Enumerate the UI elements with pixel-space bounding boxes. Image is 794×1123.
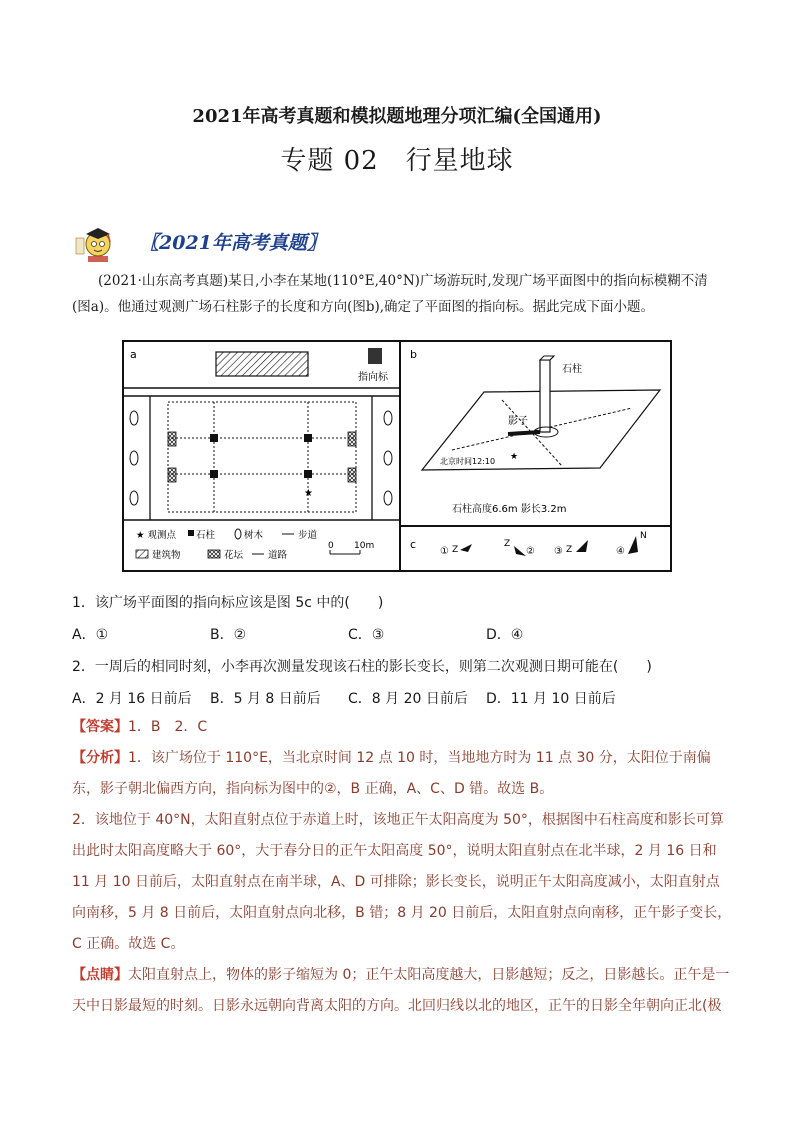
svg-text:石柱高度6.6m 影长3.2m: 石柱高度6.6m 影长3.2m (452, 504, 567, 515)
svg-text:石柱: 石柱 (196, 530, 216, 541)
svg-text:④: ④ (616, 546, 625, 557)
question-1-stem: 1．该广场平面图的指向标应该是图 5c 中的( ) (72, 595, 384, 611)
option-d: D．④ (486, 627, 524, 643)
panel-c-label: c (410, 538, 417, 551)
svg-text:★ 观测点: ★ 观测点 (136, 530, 177, 541)
panel-a-label: a (130, 348, 137, 361)
analysis-paragraph-1: 【分析】1．该广场位于 110°E，当北京时间 12 点 10 时，当地地方时为 11 点 30 分，太阳位于南偏东，影子朝北偏西方向，指向标为图中的②，B 正确，A、C、D 错。故选 B。 (72, 750, 711, 797)
figure-panels (122, 340, 672, 572)
question-2-stem: 2．一周后的相同时刻，小李再次测量发现该石柱的影长变长，则第二次观测日期可能在( ) (72, 659, 652, 675)
option-b: B．② (210, 627, 247, 643)
question-1-options (72, 624, 732, 644)
answer-text: 1．B 2．C (128, 719, 208, 735)
point-tag: 【点睛】 (72, 967, 128, 983)
document-subtitle: 专题 02 行星地球 (280, 146, 514, 176)
option-c: C．8 月 20 日前后 (348, 691, 468, 707)
answer-line (72, 712, 732, 743)
building-block (216, 352, 308, 376)
svg-text:影子: 影子 (508, 416, 528, 427)
svg-text:北京时间12:10: 北京时间12:10 (440, 457, 496, 466)
option-a: A．① (72, 627, 109, 643)
document-title: 2021年高考真题和模拟题地理分项汇编(全国通用) (192, 106, 602, 127)
option-b: B．5 月 8 日前后 (210, 691, 321, 707)
svg-text:Z: Z (566, 545, 573, 555)
svg-text:★: ★ (304, 488, 313, 499)
svg-text:0: 0 (328, 541, 334, 551)
compass-placeholder (368, 348, 382, 364)
svg-text:步道: 步道 (298, 530, 318, 541)
answer-tag: 【答案】 (72, 719, 128, 735)
scholar-cartoon-icon (74, 224, 116, 264)
point-paragraph: 【点睛】太阳直射点上，物体的影子缩短为 0；正午太阳高度越大，日影越短；反之，日影越长。正午是一天中日影最短的时刻。日影永远朝向背离太阳的方向。北回归线以北的地区，正午的日影全年朝向正北(极 (72, 967, 730, 1014)
svg-text:Z: Z (452, 545, 459, 555)
svg-text:10m: 10m (354, 541, 375, 551)
panel-b-label: b (410, 348, 417, 361)
svg-text:★: ★ (510, 452, 519, 462)
option-d: D．11 月 10 日前后 (486, 691, 616, 707)
analysis-tag: 【分析】 (72, 750, 128, 766)
option-a: A．2 月 16 日前后 (72, 691, 192, 707)
question-2-options (72, 688, 732, 708)
svg-text:Z: Z (504, 539, 511, 549)
svg-text:①: ① (440, 546, 449, 557)
option-c: C．③ (348, 627, 385, 643)
svg-text:树木: 树木 (244, 530, 264, 541)
analysis-paragraph-2: 2．该地位于 40°N，太阳直射点位于赤道上时，该地正午太阳高度为 50°，根据图中石柱高度和影长可算出此时太阳高度略大于 60°，大于春分日的正午太阳高度 50°，说明太阳直射点在北半球，2 月 16 日和 11 月 10 日前后，太阳直射点在南半球，A、D 可排除；影长变长，说明正午太阳高度减小，太阳直射点向南移，5 月 8 日前后，太阳直射点向北移，B 错；8 月 20 日前后，太阳直射点向南移，正午影子变长，C 正确。故选 C。 (72, 812, 732, 952)
svg-text:②: ② (526, 546, 535, 557)
compass-label: 指向标 (358, 372, 388, 383)
section-heading: 〖2021年高考真题〗 (140, 232, 326, 254)
svg-text:N: N (640, 531, 647, 541)
svg-text:花坛: 花坛 (224, 550, 244, 561)
svg-text:③: ③ (554, 546, 563, 557)
svg-text:建筑物: 建筑物 (152, 550, 181, 561)
intro-paragraph: (2021·山东高考真题)某日,小李在某地(110°E,40°N)广场游玩时,发现广场平面图中的指向标模糊不清(图a)。他通过观测广场石柱影子的长度和方向(图b),确定了平面图的指向标。据此完成下面小题。 (72, 273, 708, 315)
svg-text:道路: 道路 (268, 550, 288, 561)
svg-text:石柱: 石柱 (562, 364, 582, 375)
